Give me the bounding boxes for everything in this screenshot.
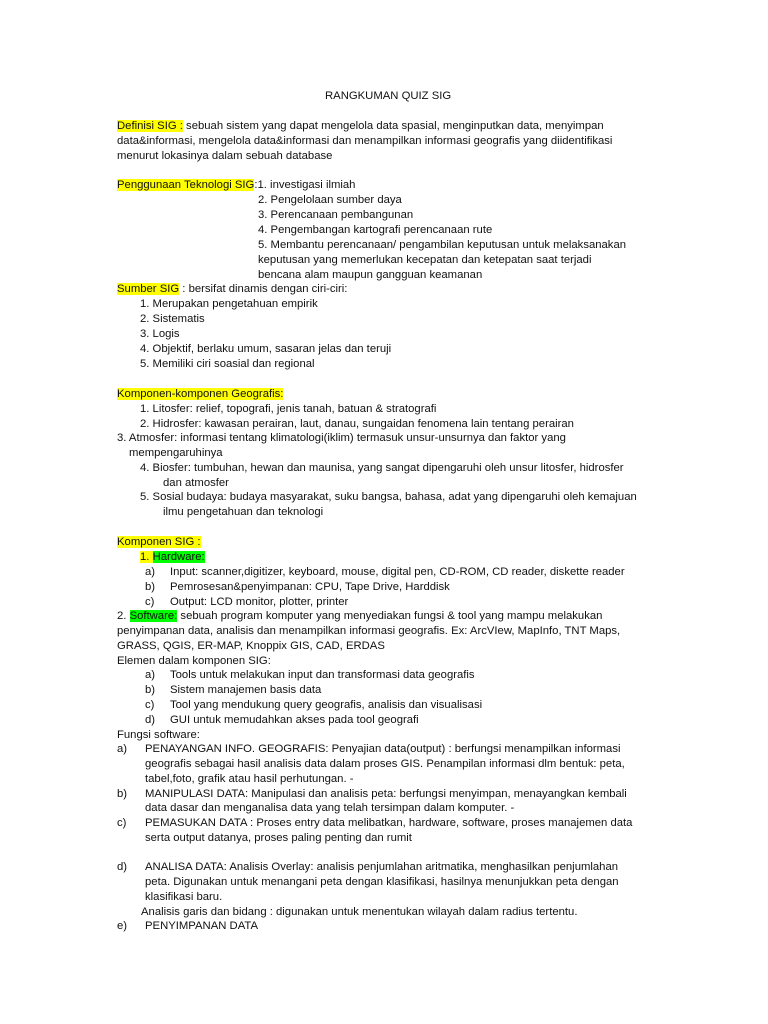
definisi-line-1 xyxy=(117,119,604,134)
geografis-item: 2. Hidrosfer: kawasan perairan, laut, danau, sungaidan fenomena lain tentang perairan xyxy=(140,418,574,430)
hardware-item-text: Pemrosesan&penyimpanan: CPU, Tape Drive, Harddisk xyxy=(170,581,450,593)
fungsi-item-text: PENAYANGAN INFO. GEOGRAFIS: Penyajian data(output) : berfungsi menampilkan informasi xyxy=(145,743,621,755)
elemen-item-text: Tools untuk melakukan input dan transformasi data geografis xyxy=(170,669,475,681)
elemen-heading: Elemen dalam komponen SIG: xyxy=(117,655,271,667)
fungsi-item-letter: a) xyxy=(117,743,128,755)
sumber-item: 3. Logis xyxy=(140,328,180,340)
software-text: sebuah program komputer yang menyediakan fungsi & tool yang mampu melakukan xyxy=(177,610,603,622)
fungsi-item-text: data dasar dan menganalisa data yang telah tersimpan dalam komputer. - xyxy=(145,802,515,814)
geografis-item: 1. Litosfer: relief, topografi, jenis tanah, batuan & stratografi xyxy=(140,403,437,415)
hardware-number: 1. xyxy=(140,551,153,563)
geografis-item: 5. Sosial budaya: budaya masyarakat, suku bangsa, bahasa, adat yang dipengaruhi oleh kemajuan xyxy=(140,491,637,503)
geografis-item-cont: mempengaruhinya xyxy=(129,447,223,459)
hardware-label: Hardware: xyxy=(152,551,205,563)
fungsi-item-text: PEMASUKAN DATA : Proses entry data melibatkan, hardware, software, proses manajemen data xyxy=(145,817,633,829)
definisi-heading: Definisi SIG : xyxy=(117,120,183,132)
fungsi-item-text: MANIPULASI DATA: Manipulasi dan analisis peta: berfungsi menyimpan, menayangkan kembali xyxy=(145,788,627,800)
document-title: RANGKUMAN QUIZ SIG xyxy=(325,90,452,102)
elemen-item-letter: c) xyxy=(145,699,155,711)
elemen-item-text: GUI untuk memudahkan akses pada tool geografi xyxy=(170,714,419,726)
penggunaan-item-2: 2. Pengelolaan sumber daya xyxy=(258,194,402,206)
fungsi-item-text: PENYIMPANAN DATA xyxy=(145,920,258,932)
penggunaan-item-5-cont-2: bencana alam maupun gangguan keamanan xyxy=(258,269,483,281)
geografis-item: 3. Atmosfer: informasi tentang klimatologi(iklim) termasuk unsur-unsurnya dan faktor yang xyxy=(117,432,566,444)
sumber-item: 1. Merupakan pengetahuan empirik xyxy=(140,298,318,310)
penggunaan-line-1 xyxy=(117,178,355,193)
hardware-item-text: Output: LCD monitor, plotter, printer xyxy=(170,596,349,608)
fungsi-item-text: tabel,foto, grafik atau hasil perhutungan. - xyxy=(145,773,354,785)
hardware-item-text: Input: scanner,digitizer, keyboard, mouse, digital pen, CD-ROM, CD reader, diskette reader xyxy=(170,566,625,578)
komponen-sig-heading xyxy=(117,535,201,550)
hardware-item-letter: c) xyxy=(145,596,155,608)
hardware-line xyxy=(140,550,205,565)
geografis-item: 4. Biosfer: tumbuhan, hewan dan maunisa, yang sangat dipengaruhi oleh unsur litosfer, hidrosfer xyxy=(140,462,624,474)
hardware-item-letter: b) xyxy=(145,581,156,593)
fungsi-item-letter: d) xyxy=(117,861,128,873)
sumber-item: 5. Memiliki ciri soasial dan regional xyxy=(140,358,315,370)
geografis-item-cont: ilmu pengetahuan dan teknologi xyxy=(163,506,324,518)
fungsi-item-text: klasifikasi baru. xyxy=(145,891,223,903)
hardware-item-letter: a) xyxy=(145,566,156,578)
software-line xyxy=(117,609,602,624)
software-line-cont: penyimpanan data, analisis dan menampilkan informasi geografis. Ex: ArcVIew, MapInfo, TNT Maps, xyxy=(117,625,621,637)
software-line-cont: GRASS, QGIS, ER-MAP, Knoppix GIS, CAD, ERDAS xyxy=(117,640,385,652)
fungsi-item-text: peta. Digunakan untuk menangani peta dengan klasifikasi, hasilnya menunjukkan peta dengan xyxy=(145,876,619,888)
elemen-item-letter: a) xyxy=(145,669,156,681)
sumber-line xyxy=(117,282,347,297)
fungsi-item-letter: b) xyxy=(117,788,128,800)
penggunaan-heading: Penggunaan Teknologi SIG xyxy=(117,179,255,191)
fungsi-item-letter: e) xyxy=(117,920,128,932)
definisi-text: sebuah sistem yang dapat mengelola data spasial, menginputkan data, menyimpan xyxy=(182,120,604,132)
penggunaan-item-5-cont: keputusan yang memerlukan kecepatan dan ketepatan saat terjadi xyxy=(258,254,592,266)
software-label: Software: xyxy=(129,610,178,622)
fungsi-heading: Fungsi software: xyxy=(117,729,200,741)
komponen-sig-heading-text: Komponen SIG : xyxy=(117,536,201,548)
elemen-item-letter: d) xyxy=(145,714,156,726)
fungsi-item-text: geografis sebagai hasil analisis data dalam proses GIS. Penampilan informasi dlm bentuk: peta, xyxy=(145,758,625,770)
penggunaan-item-5: 5. Membantu perencanaan/ pengambilan keputusan untuk melaksanakan xyxy=(258,239,627,251)
komponen-geografis-heading xyxy=(117,387,283,402)
definisi-line-3: menurut lokasinya dalam sebuah database xyxy=(117,150,333,162)
penggunaan-item-1: :1. investigasi ilmiah xyxy=(254,179,356,191)
geografis-item-cont: dan atmosfer xyxy=(163,477,229,489)
sumber-item: 4. Objektif, berlaku umum, sasaran jelas dan teruji xyxy=(140,343,392,355)
elemen-item-text: Sistem manajemen basis data xyxy=(170,684,322,696)
fungsi-item-text: ANALISA DATA: Analisis Overlay: analisis penjumlahan aritmatika, menghasilkan penjumlahan xyxy=(145,861,619,873)
elemen-item-text: Tool yang mendukung query geografis, analisis dan visualisasi xyxy=(170,699,483,711)
sumber-item: 2. Sistematis xyxy=(140,313,205,325)
elemen-item-letter: b) xyxy=(145,684,156,696)
sumber-heading: Sumber SIG xyxy=(117,283,180,295)
penggunaan-item-3: 3. Perencanaan pembangunan xyxy=(258,209,414,221)
penggunaan-item-4: 4. Pengembangan kartografi perencanaan rute xyxy=(258,224,493,236)
fungsi-item-text: serta output datanya, proses paling penting dan rumit xyxy=(145,832,412,844)
komponen-geografis-heading-text: Komponen-komponen Geografis: xyxy=(117,388,284,400)
fungsi-item-letter: c) xyxy=(117,817,127,829)
sumber-intro: : bersifat dinamis dengan ciri-ciri: xyxy=(179,283,348,295)
definisi-line-2: data&informasi, mengelola data&informasi dan menampilkan informasi geografis yang diidentifikasi xyxy=(117,135,613,147)
fungsi-item-text: Analisis garis dan bidang : digunakan untuk menentukan wilayah dalam radius tertentu. xyxy=(141,906,578,918)
software-number: 2. xyxy=(117,610,130,622)
